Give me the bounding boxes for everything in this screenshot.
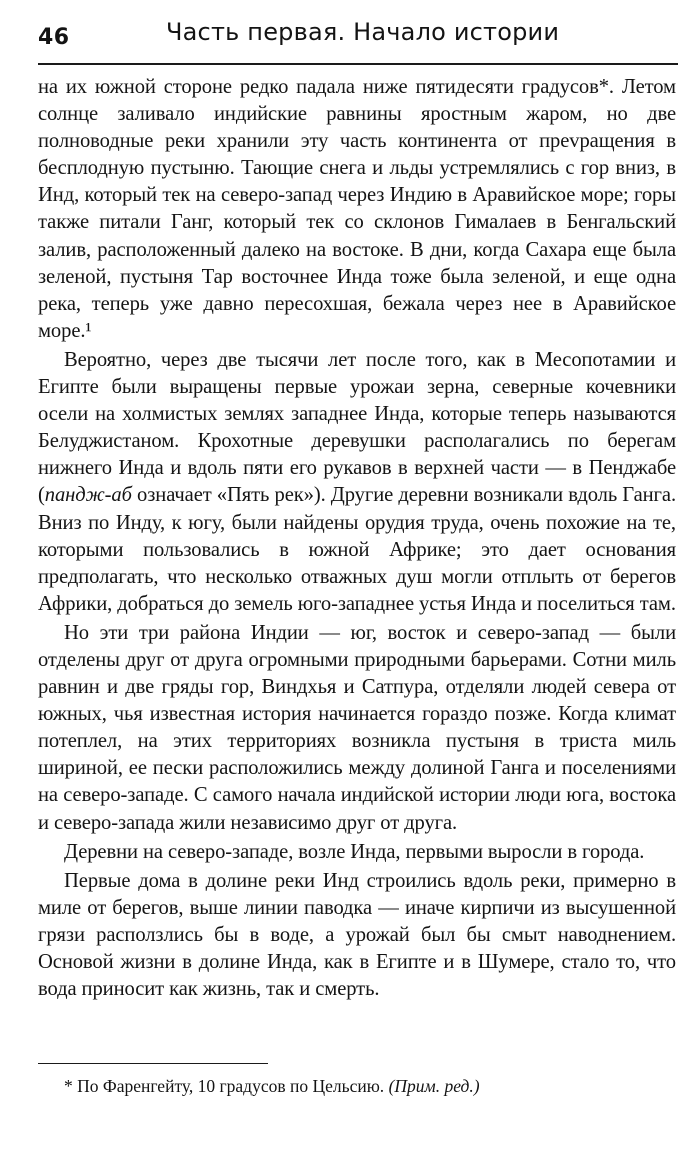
footnote-rule <box>38 1063 268 1064</box>
footnote <box>64 1075 676 1097</box>
paragraph-3: Но эти три района Индии — юг, восток и северо-запад — были отделены друг от друга огромными природными барьерами. Сотни миль равнин и две гряды гор, Виндхья и Сатпура, отделяли людей севера от южных, чья известная история начинается гораздо позже. Когда климат потеплел, на этих территориях возникла пустыня в триста миль шириной, ее пески расположились между долиной Ганга и поселениями на северо-западе. С самого начала индийской истории люди юга, востока и северо-запада жили независимо друг от друга. <box>38 621 676 834</box>
footnote-editor-note: (Прим. ред.) <box>388 1076 480 1096</box>
paragraph-2-text-after: означает «Пять рек»). Другие деревни возникали вдоль Ганга. Вниз по Инду, к югу, были найдены орудия труда, очень похожие на те, которыми пользовались в южной Африке; это дает основания предполагать, что несколько отважных душ могли отплыть от берегов Африки, добраться до земель юго-западнее устья Инда и поселиться там. <box>38 484 676 615</box>
page-header <box>38 18 678 54</box>
paragraph-4: Деревни на северо-западе, возле Инда, первыми выросли в города. <box>64 840 645 863</box>
footnote-text: * По Фаренгейту, 10 градусов по Цельсию. <box>64 1076 389 1096</box>
paragraph-1: на их южной стороне редко падала ниже пятидесяти градусов*. Летом солнце заливало индийские равнины яростным жаром, но две полноводные реки хранили эту часть континента от преvращения в бесплодную пустыню. Тающие снега и льды устремлялись с гор вниз, в Инд, который тек на северо-запад через Индию в Аравийское море; горы также питали Ганг, который тек со склонов Гималаев в Бенгальский залив, расположенный далеко на востоке. В дни, когда Сахара еще была зеленой, пустыня Тар восточнее Инда тоже была зеленой, и еще одна река, теперь уже давно пересохшая, бежала через нее в Аравийское море.¹ <box>38 76 676 342</box>
paragraph-2 <box>38 347 676 618</box>
header-rule <box>38 63 678 65</box>
paragraph-5: Первые дома в долине реки Инд строились вдоль реки, примерно в миле от берегов, выше линии паводка — иначе кирпичи из высушенной грязи расползлись бы в воде, а урожай был бы смыт наводнением. Основой жизни в долине Инда, как в Египте и в Шумере, стало то, что вода приносит как жизнь, так и смерть. <box>38 869 676 1001</box>
body-text <box>38 74 676 1003</box>
paragraph-2-italic-term: пандж-аб <box>44 484 132 507</box>
running-title: Часть первая. Начало истории <box>166 18 560 46</box>
page-number: 46 <box>38 25 70 50</box>
paragraph-2-text-before: Вероятно, через две тысячи лет после того, как в Месопотамии и Египте были выращены первые урожаи зерна, северные кочевники осели на холмистых землях западнее Инда, которые теперь называются Белуджистаном. Крохотные деревушки располагались по берегам нижнего Инда и вдоль пяти его рукавов в верхней части — в Пенджабе ( <box>38 348 676 507</box>
